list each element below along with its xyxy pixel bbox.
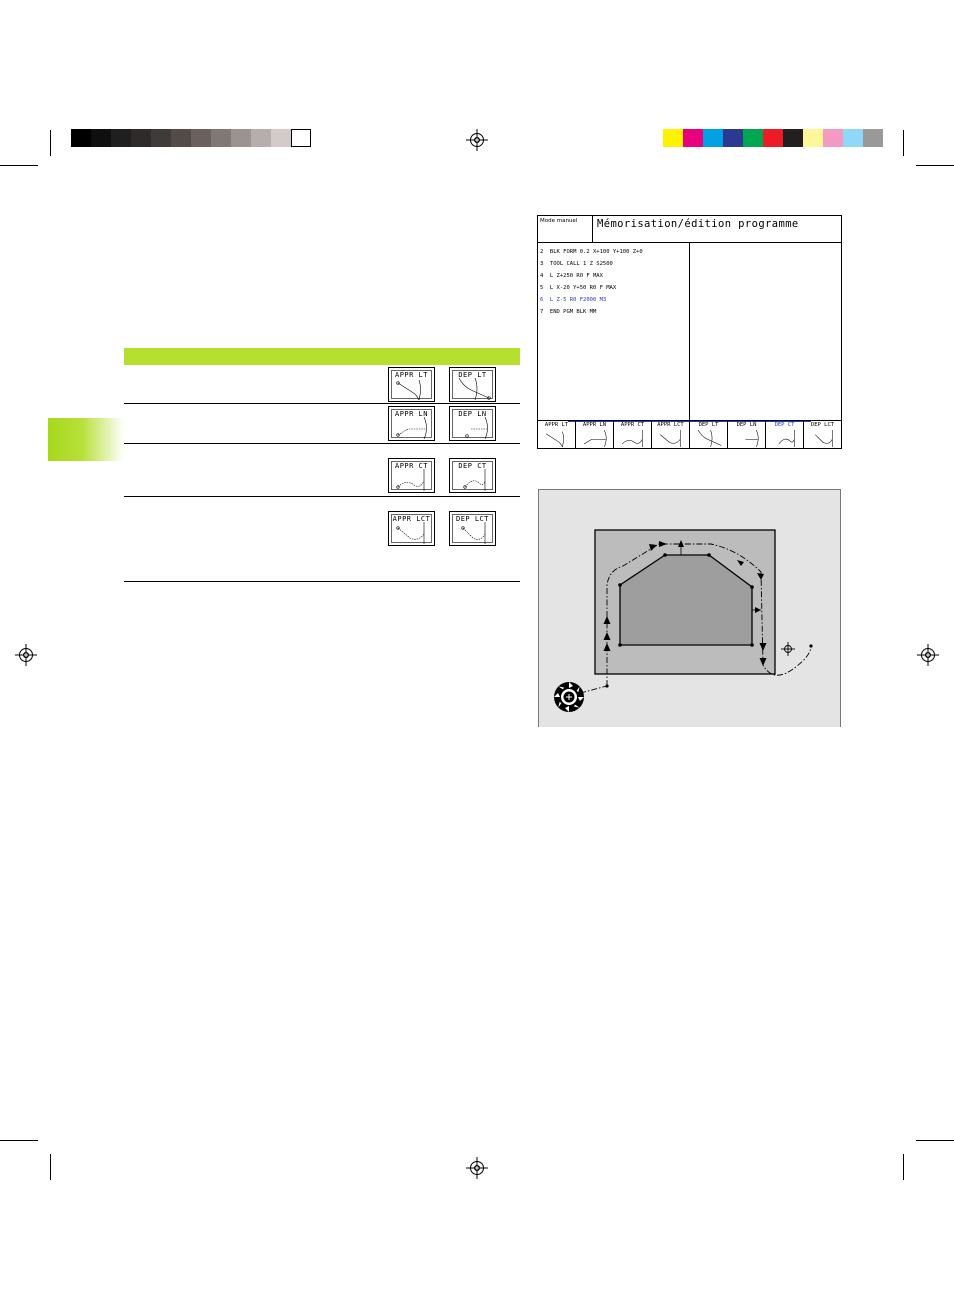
contour-approach-diagram	[538, 489, 841, 727]
mode-label: Mode manuel	[538, 216, 593, 242]
registration-mark-icon	[917, 644, 939, 666]
appr-lt-softkey[interactable]: APPR LT	[388, 367, 435, 402]
registration-mark-icon	[15, 644, 37, 666]
appr-lct-softkey[interactable]: APPR LCT	[388, 511, 435, 546]
screen-softkey-dep-ln[interactable]: DEP LN	[728, 421, 766, 448]
color-swatch	[683, 129, 703, 147]
control-screen	[537, 215, 842, 449]
screen-softkey-dep-lct[interactable]: DEP LCT	[804, 421, 841, 448]
dep-ct-softkey[interactable]: DEP CT	[449, 458, 496, 493]
color-swatch	[803, 129, 823, 147]
depart-tangential-line-icon	[692, 430, 726, 447]
circle-center-icon	[781, 642, 795, 656]
depart-perpendicular-line-icon	[453, 417, 493, 439]
depart-circular-line-icon	[453, 522, 493, 544]
softkey-table	[124, 348, 520, 582]
color-swatch	[703, 129, 723, 147]
table-row	[124, 444, 520, 497]
dep-lt-softkey[interactable]: DEP LT	[449, 367, 496, 402]
color-swatch	[843, 129, 863, 147]
color-swatch	[71, 129, 91, 147]
appr-ct-softkey[interactable]: APPR CT	[388, 458, 435, 493]
table-row	[124, 404, 520, 444]
softkey-bar	[538, 420, 841, 448]
program-line[interactable]: 7 END PGM BLK MM	[540, 308, 597, 315]
color-swatch	[291, 129, 311, 147]
color-swatch	[743, 129, 763, 147]
color-swatch	[863, 129, 883, 147]
program-line[interactable]: 2 BLK FORM 0.2 X+100 Y+100 Z+0	[540, 249, 643, 255]
color-swatch	[723, 129, 743, 147]
approach-tangential-line-icon	[392, 378, 432, 400]
depart-perpendicular-line-icon	[730, 430, 764, 447]
table-row	[124, 365, 520, 404]
screen-softkey-appr-lt[interactable]: APPR LT	[538, 421, 576, 448]
program-line[interactable]: 4 L Z+250 R0 F MAX	[540, 272, 603, 279]
color-swatch	[171, 129, 191, 147]
approach-circular-tangential-icon	[616, 430, 650, 447]
screen-softkey-dep-lt[interactable]: DEP LT	[690, 421, 728, 448]
color-swatch	[211, 129, 231, 147]
table-row	[124, 497, 520, 582]
depart-circular-tangential-icon	[768, 430, 802, 447]
grey-calibration-bar	[71, 129, 311, 147]
screen-title: Mémorisation/édition programme	[597, 218, 799, 230]
color-swatch	[151, 129, 171, 147]
color-swatch	[191, 129, 211, 147]
program-line[interactable]: 5 L X-20 Y+50 R0 F MAX	[540, 284, 617, 291]
dep-lct-softkey[interactable]: DEP LCT	[449, 511, 496, 546]
depart-circular-line-icon	[806, 430, 840, 447]
appr-ln-softkey[interactable]: APPR LN	[388, 406, 435, 441]
registration-mark-icon	[466, 1157, 488, 1179]
approach-perpendicular-line-icon	[392, 417, 432, 439]
color-swatch	[763, 129, 783, 147]
table-header-bar	[124, 348, 520, 365]
screen-softkey-dep-ct[interactable]: DEP CT	[766, 421, 804, 448]
depart-tangential-line-icon	[453, 378, 493, 400]
color-swatch	[823, 129, 843, 147]
approach-circular-tangential-icon	[392, 469, 432, 491]
program-line-active[interactable]: 6 L Z-5 R0 F2000 M3	[540, 296, 607, 303]
tool-path-illustration	[539, 490, 842, 728]
milling-cutter-icon	[554, 682, 584, 712]
approach-circular-line-icon	[654, 430, 688, 447]
screen-softkey-appr-ln[interactable]: APPR LN	[576, 421, 614, 448]
color-swatch	[231, 129, 251, 147]
color-swatch	[111, 129, 131, 147]
screen-softkey-appr-lct[interactable]: APPR LCT	[652, 421, 690, 448]
registration-mark-icon	[466, 129, 488, 151]
color-swatch	[131, 129, 151, 147]
approach-circular-line-icon	[392, 522, 432, 544]
approach-perpendicular-line-icon	[578, 430, 612, 447]
section-marker-tab	[48, 418, 124, 461]
color-swatch	[271, 129, 291, 147]
color-swatch	[251, 129, 271, 147]
program-listing	[538, 243, 690, 422]
color-swatch	[663, 129, 683, 147]
program-line[interactable]: 3 TOOL CALL 1 Z S2500	[540, 260, 613, 267]
depart-circular-tangential-icon	[453, 469, 493, 491]
color-swatch	[783, 129, 803, 147]
approach-tangential-line-icon	[540, 430, 574, 447]
dep-ln-softkey[interactable]: DEP LN	[449, 406, 496, 441]
screen-softkey-appr-ct[interactable]: APPR CT	[614, 421, 652, 448]
color-calibration-bar	[663, 129, 883, 147]
color-swatch	[91, 129, 111, 147]
